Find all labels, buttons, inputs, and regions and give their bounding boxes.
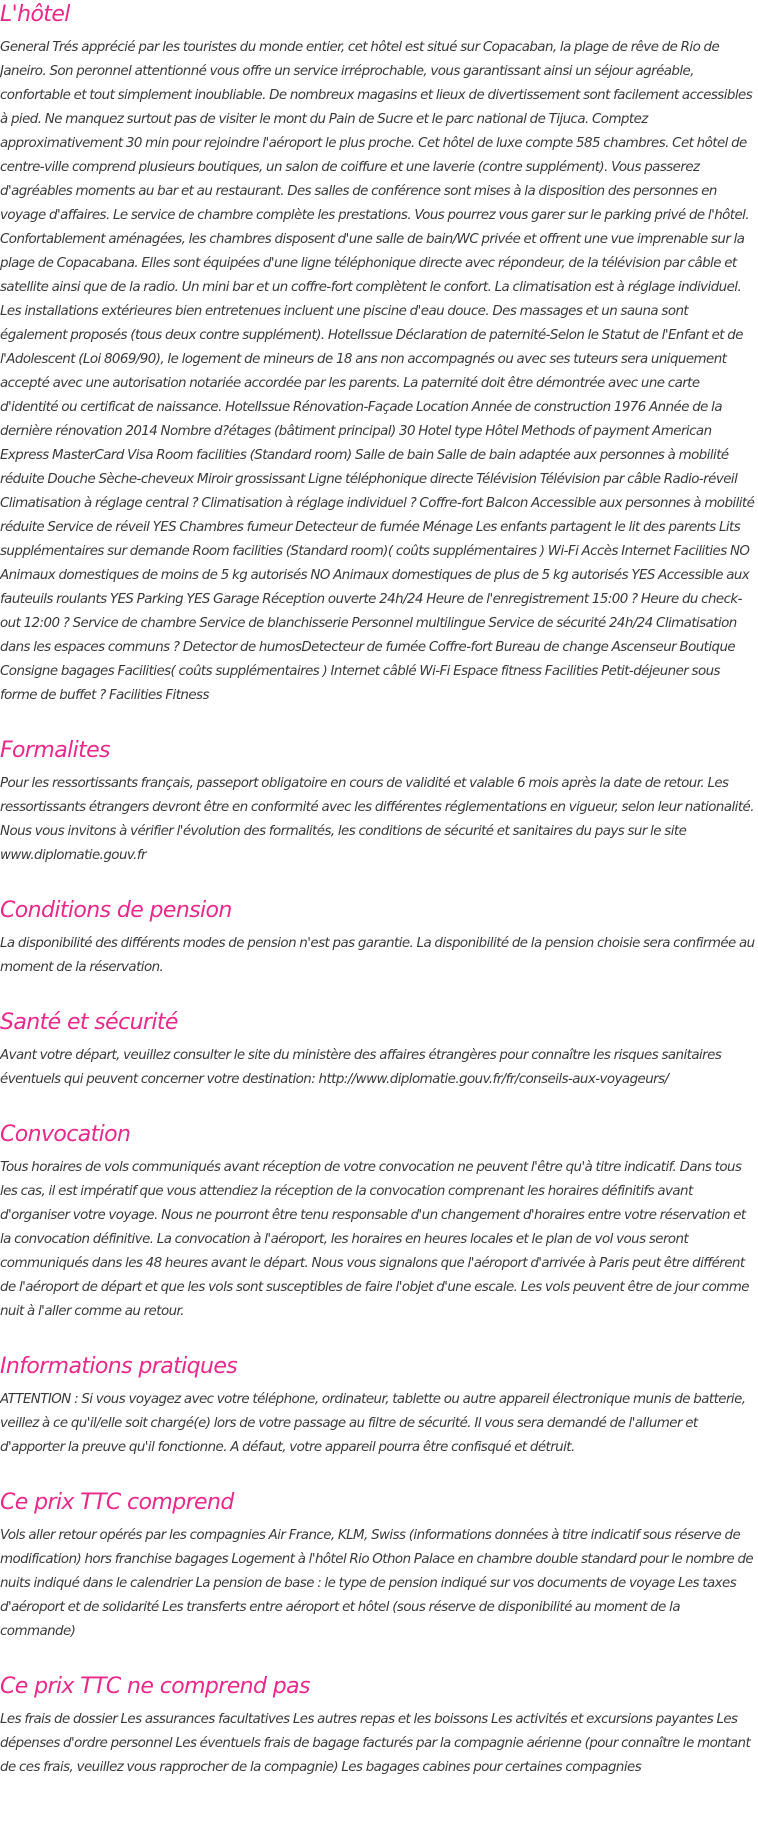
section-title-conditions-pension: Conditions de pension	[0, 898, 232, 923]
section-informations-pratiques	[0, 1352, 758, 1460]
section-prix-comprend	[0, 1488, 758, 1644]
section-body-formalites: Pour les ressortissants français, passeport obligatoire en cours de validité et valable 6 mois après la date de retour. Les ressortissants étrangers devront être en conformité avec les différentes réglementations en vigueur, selon leur nationalité. Nous vous invitons à vérifier l'évolution des formalités, les conditions de sécurité et sanitaires du pays sur le site www.diplomatie.gouv.fr	[0, 776, 754, 863]
section-prix-ne-comprend-pas	[0, 1672, 758, 1780]
section-conditions-pension	[0, 896, 758, 980]
section-body-convocation: Tous horaires de vols communiqués avant réception de votre convocation ne peuvent l'être qu'à titre indicatif. Dans tous les cas, il est impératif que vous attendiez la réception de la convocation comprenant les horaires définitifs avant d'organiser votre voyage. Nous ne pourront être tenu responsable d'un changement d'horaires entre votre réservation et la convocation définitive. La convocation à l'aéroport, les horaires en heures locales et le plan de vol vous seront communiqués dans les 48 heures avant le départ. Nous vous signalons que l'aéroport d'arrivée à Paris peut être différent de l'aéroport de départ et que les vols sont susceptibles de faire l'objet d'une escale. Les vols peuvent être de jour comme nuit à l'aller comme au retour.	[0, 1160, 749, 1319]
section-title-convocation: Convocation	[0, 1122, 131, 1147]
section-sante-securite	[0, 1008, 758, 1092]
section-body-informations-pratiques: ATTENTION : Si vous voyagez avec votre téléphone, ordinateur, tablette ou autre appareil électronique munis de batterie, veillez à ce qu'il/elle soit chargé(e) lors de votre passage au filtre de sécurité. Il vous sera demandé de l'allumer et d'apporter la preuve qu'il fonctionne. A défaut, votre appareil pourra être confisqué et détruit.	[0, 1392, 746, 1455]
section-title-prix-comprend: Ce prix TTC comprend	[0, 1490, 234, 1515]
section-body-prix-comprend: Vols aller retour opérés par les compagnies Air France, KLM, Swiss (informations données à titre indicatif sous réserve de modification) hors franchise bagages Logement à l'hôtel Rio Othon Palace en chambre double standard pour le nombre de nuits indiqué dans le calendrier La pension de base : le type de pension indiqué sur vos documents de voyage Les taxes d'aéroport et de solidarité Les transferts entre aéroport et hôtel (sous réserve de disponibilité au moment de la commande)	[0, 1528, 754, 1639]
section-hotel	[0, 0, 758, 708]
section-title-informations-pratiques: Informations pratiques	[0, 1354, 238, 1379]
section-body-conditions-pension: La disponibilité des différents modes de pension n'est pas garantie. La disponibilité de la pension choisie sera confirmée au moment de la réservation.	[0, 936, 755, 975]
section-title-sante-securite: Santé et sécurité	[0, 1010, 178, 1035]
section-convocation	[0, 1120, 758, 1324]
section-formalites	[0, 736, 758, 868]
section-body-sante-securite: Avant votre départ, veuillez consulter le site du ministère des affaires étrangères pour connaître les risques sanitaires éventuels qui peuvent concerner votre destination: http://www.diplomatie.gouv.fr/fr/conseils-aux-voyageurs/	[0, 1048, 722, 1087]
section-title-prix-ne-comprend-pas: Ce prix TTC ne comprend pas	[0, 1674, 310, 1699]
section-body-prix-ne-comprend-pas: Les frais de dossier Les assurances facultatives Les autres repas et les boissons Les activités et excursions payantes Les dépenses d'ordre personnel Les éventuels frais de bagage facturés par la compagnie aérienne (pour connaître le montant de ces frais, veuillez vous rapprocher de la compagnie) Les bagages cabines pour certaines compagnies	[0, 1712, 751, 1775]
section-body-hotel: General Trés apprécié par les touristes du monde entier, cet hôtel est situé sur Copacaban, la plage de rêve de Rio de Janeiro. Son peronnel attentionné vous offre un service irréprochable, vous garantissant ainsi un séjour agréable, confortable et tout simplement inoubliable. De nombreux magasins et lieux de divertissement sont facilement accessibles à pied. Ne manquez surtout pas de visiter le mont du Pain de Sucre et le parc national de Tijuca. Comptez approximativement 30 min pour rejoindre l'aéroport le plus proche. Cet hôtel de luxe compte 585 chambres. Cet hôtel de centre-ville comprend plusieurs boutiques, un salon de coiffure et une laverie (contre supplément). Vous passerez d'agréables moments au bar et au restaurant. Des salles de conférence sont mises à la disposition des personnes en voyage d'affaires. Le service de chambre complète les prestations. Vous pourrez vous garer sur le parking privé de l'hôtel. Confortablement aménagées, les chambres disposent d'une salle de bain/WC privée et offrent une vue imprenable sur la plage de Copacabana. Elles sont équipées d'une ligne téléphonique directe avec répondeur, de la télévision par câble et satellite ainsi que de la radio. Un mini bar et un coffre-fort complètent le confort. La climatisation est à réglage individuel. Les installations extérieures bien entretenues incluent une piscine d'eau douce. Des massages et un sauna sont également proposés (tous deux contre supplément). HotelIssue Déclaration de paternité-Selon le Statut de l'Enfant et de l'Adolescent (Loi 8069/90), le logement de mineurs de 18 ans non accompagnés ou avec ses tuteurs sera uniquement accepté avec une autorisation notariée accordée par les parents. La paternité doit être démontrée avec une carte d'identité ou certificat de naissance. HotelIssue Rénovation-Façade Location Année de construction 1976 Année de la dernière rénovation 2014 Nombre d?étages (bâtiment principal) 30 Hotel type Hôtel Methods of payment American Express MasterCard Visa Room facilities (Standard room) Salle de bain Salle de bain adaptée aux personnes à mobilité réduite Douche Sèche-cheveux Miroir grossissant Ligne téléphonique directe Télévision Télévision par câble Radio-réveil Climatisation à réglage central ? Climatisation à réglage individuel ? Coffre-fort Balcon Accessible aux personnes à mobilité réduite Service de réveil YES Chambres fumeur Detecteur de fumée Ménage Les enfants partagent le lit des parents Lits supplémentaires sur demande Room facilities (Standard room)( coûts supplémentaires ) Wi-Fi Accès Internet Facilities NO Animaux domestiques de moins de 5 kg autorisés NO Animaux domestiques de plus de 5 kg autorisés YES Accessible aux fauteuils roulants YES Parking YES Garage Réception ouverte 24h/24 Heure de l'enregistrement 15:00 ? Heure du check-out 12:00 ? Service de chambre Service de blanchisserie Personnel multilingue Service de sécurité 24h/24 Climatisation dans les espaces communs ? Detector de humosDetecteur de fumée Coffre-fort Bureau de change Ascenseur Boutique Consigne bagages Facilities( coûts supplémentaires ) Internet câblé Wi-Fi Espace fitness Facilities Petit-déjeuner sous forme de buffet ? Facilities Fitness	[0, 40, 755, 703]
section-title-hotel: L'hôtel	[0, 2, 70, 27]
section-title-formalites: Formalites	[0, 738, 110, 763]
